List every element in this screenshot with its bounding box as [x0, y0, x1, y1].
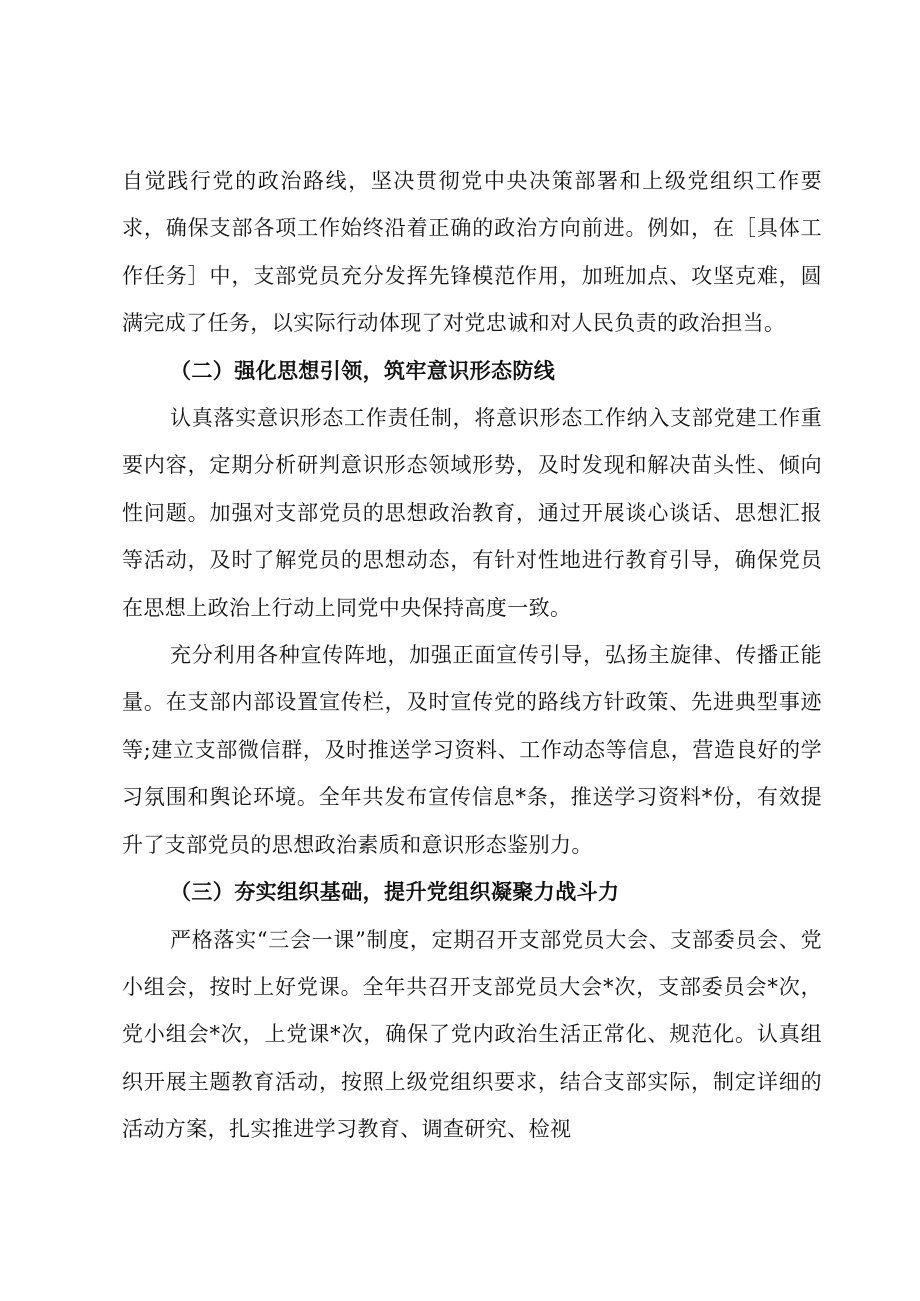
- paragraph-political-line: 自觉践行党的政治路线，坚决贯彻党中央决策部署和上级党组织工作要求，确保支部各项工作始终沿着正确的政治方向前进。例如，在［具体工作任务］中，支部党员充分发挥先锋模范作用，加班加点、攻坚克难，圆满完成了任务，以实际行动体现了对党忠诚和对人民负责的政治担当。: [122, 169, 822, 336]
- paragraph-publicity: 充分利用各种宣传阵地，加强正面宣传引导，弘扬主旋律、传播正能量。在支部内部设置宣传栏，及时宣传党的路线方针政策、先进典型事迹等;建立支部微信群，及时推送学习资料、工作动态等信息，营造良好的学习氛围和舆论环境。全年共发布宣传信息*条，推送学习资料*份，有效提升了支部党员的思想政治素质和意识形态鉴别力。: [122, 643, 822, 857]
- document-body: [122, 158, 822, 1154]
- section-heading-organization: （三）夯实组织基础，提升党组织凝聚力战斗力: [170, 880, 620, 905]
- paragraph-three-meetings: 严格落实“三会一课”制度，定期召开支部党员大会、支部委员会、党小组会，按时上好党课。全年共召开支部党员大会*次，支部委员会*次，党小组会*次，上党课*次，确保了党内政治生活正常化、规范化。认真组织开展主题教育活动，按照上级党组织要求，结合支部实际，制定详细的活动方案，扎实推进学习教育、调查研究、检视: [122, 927, 822, 1142]
- paragraph-ideology-responsibility: 认真落实意识形态工作责任制，将意识形态工作纳入支部党建工作重要内容，定期分析研判意识形态领域形势，及时发现和解决苗头性、倾向性问题。加强对支部党员的思想政治教育，通过开展谈心谈话、思想汇报等活动，及时了解党员的思想动态，有针对性地进行教育引导，确保党员在思想上政治上行动上同党中央保持高度一致。: [122, 406, 822, 620]
- section-heading-ideology: （二）强化思想引领，筑牢意识形态防线: [170, 358, 556, 383]
